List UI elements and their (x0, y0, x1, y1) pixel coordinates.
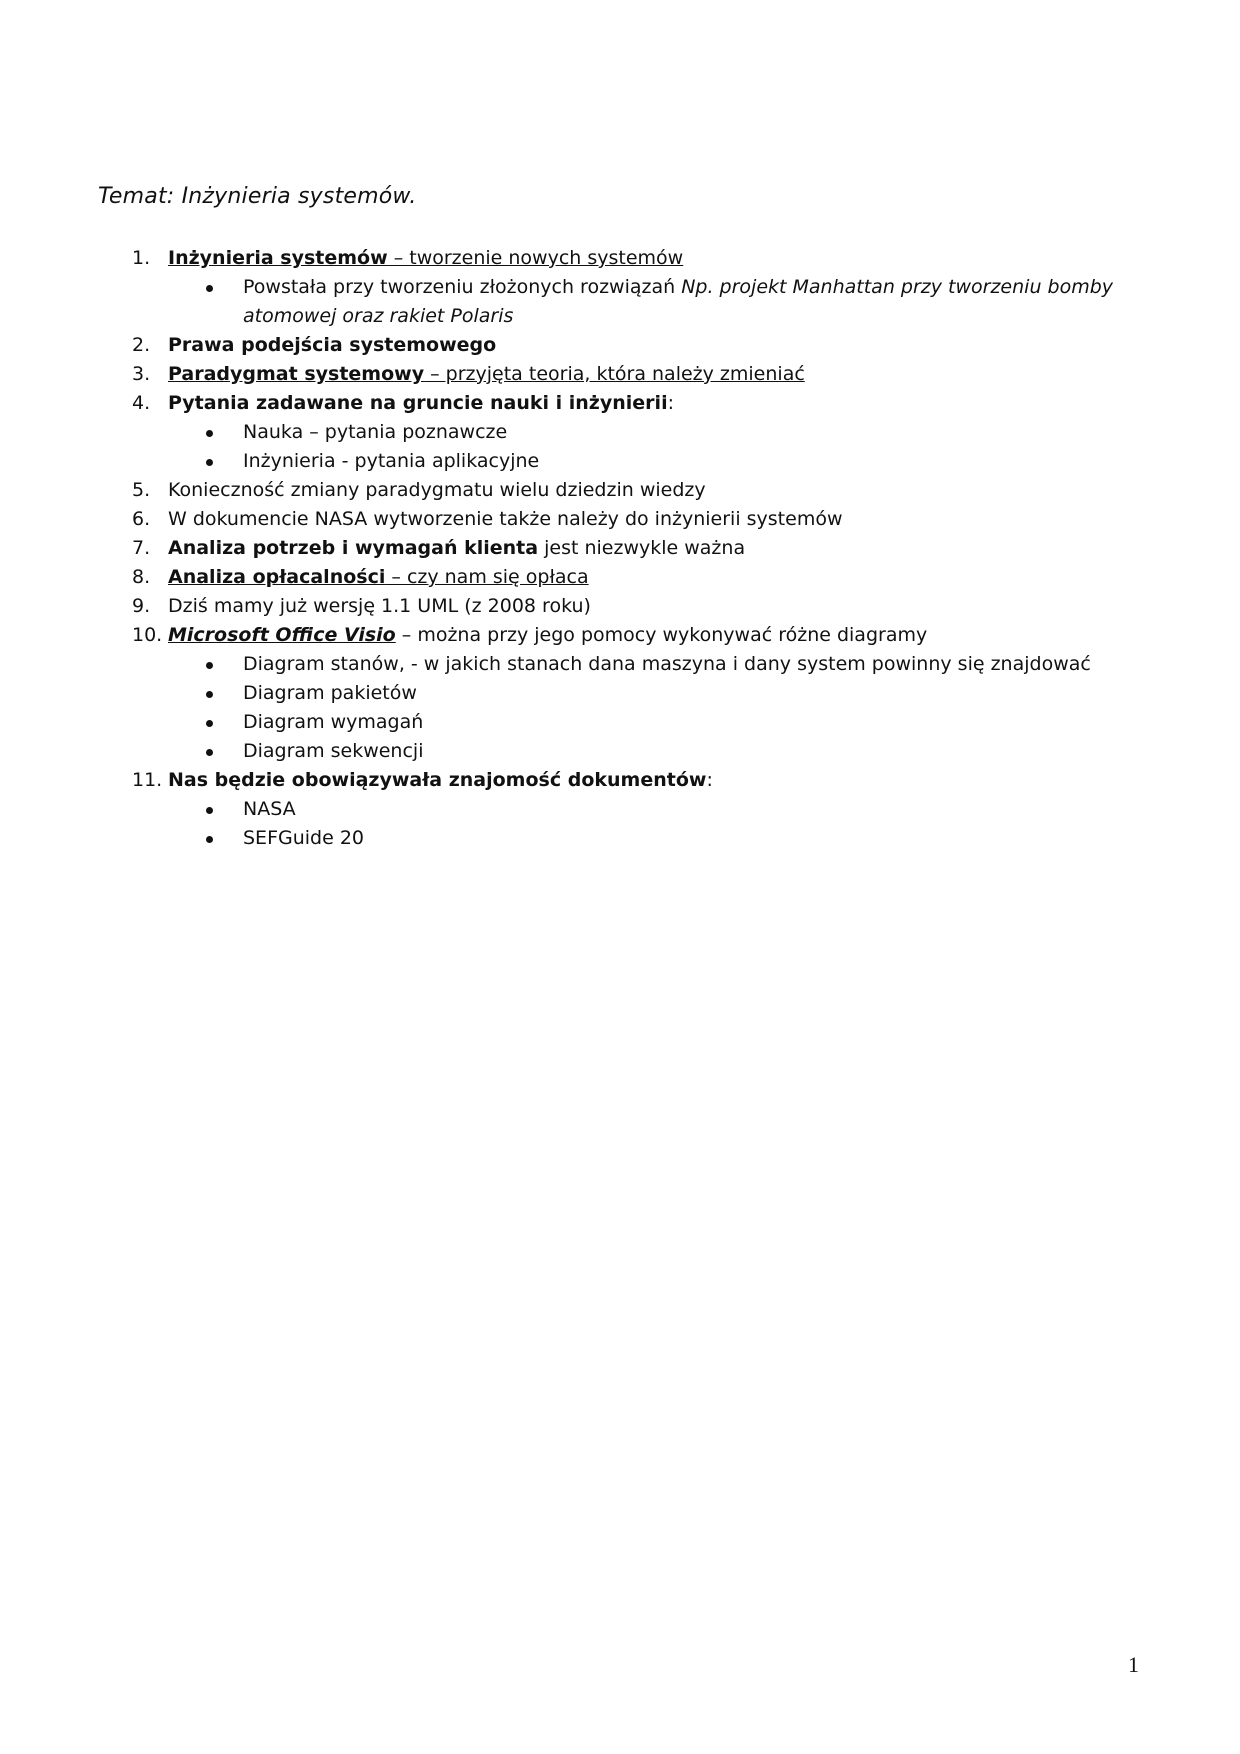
bullet-icon (206, 459, 213, 466)
page-number: 1 (1128, 1652, 1139, 1677)
sub-item-text: SEFGuide 20 (243, 827, 365, 849)
item-rest: – czy nam się opłaca (385, 566, 589, 588)
list-item (0, 766, 1240, 795)
sub-list-item (0, 650, 1240, 679)
list-item (0, 592, 1240, 621)
bullet-icon (206, 836, 213, 843)
item-rest: – można przy jego pomocy wykonywać różne diagramy (395, 624, 928, 646)
item-text (168, 389, 674, 418)
sub-list-item (0, 679, 1240, 708)
sub-item-text: Diagram stanów, - w jakich stanach dana maszyna i dany system powinny się znajdować (243, 653, 1091, 675)
item-rest: : (667, 392, 674, 414)
bullet-icon (206, 662, 213, 669)
sub-item-text: Nauka – pytania poznawcze (243, 421, 508, 443)
sub-list-item (0, 795, 1240, 824)
item-text (168, 563, 589, 592)
item-term: Prawa podejścia systemowego (168, 334, 497, 356)
sub-list-item (0, 708, 1240, 737)
sub-list-item (0, 418, 1240, 447)
sub-list-item (0, 737, 1240, 766)
item-term: Nas będzie obowiązywała znajomość dokumentów (168, 769, 707, 791)
bullet-icon (206, 285, 213, 292)
numbered-list (0, 244, 1240, 853)
item-term: Analiza opłacalności (168, 566, 386, 588)
bullet-icon (206, 691, 213, 698)
list-item (0, 331, 1240, 360)
list-item (0, 505, 1240, 534)
list-item (0, 563, 1240, 592)
item-number: 5. (132, 479, 151, 501)
item-number: 3. (132, 363, 151, 385)
sub-item-continuation-text: atomowej oraz rakiet Polaris (243, 305, 514, 327)
item-term: Paradygmat systemowy (168, 363, 425, 385)
item-number: 7. (132, 537, 151, 559)
item-term: Microsoft Office Visio (168, 624, 396, 646)
item-term: Pytania zadawane na gruncie nauki i inżynierii (168, 392, 668, 414)
item-text: W dokumencie NASA wytworzenie także należy do inżynierii systemów (168, 508, 843, 530)
list-item (0, 244, 1240, 273)
item-number: 2. (132, 334, 151, 356)
item-rest: – tworzenie nowych systemów (387, 247, 684, 269)
bullet-icon (206, 807, 213, 814)
item-rest: jest niezwykle ważna (538, 537, 746, 559)
sub-item-text: Inżynieria - pytania aplikacyjne (243, 450, 540, 472)
item-number: 1. (132, 247, 151, 269)
item-text (168, 621, 927, 650)
item-number: 10. (132, 624, 163, 646)
item-number: 8. (132, 566, 151, 588)
sub-item-text: Powstała przy tworzeniu złożonych rozwiązań Np. projekt Manhattan przy tworzeniu bomby (243, 276, 1114, 298)
item-term: Analiza potrzeb i wymagań klienta (168, 537, 539, 559)
bullet-icon (206, 430, 213, 437)
sub-list-item (0, 273, 1240, 302)
item-term: Inżynieria systemów (168, 247, 388, 269)
item-number: 6. (132, 508, 151, 530)
bullet-icon (206, 720, 213, 727)
sub-item-italic: Np. projekt Manhattan przy tworzeniu bomby (681, 276, 1114, 298)
list-item (0, 360, 1240, 389)
sub-list-item (0, 824, 1240, 853)
item-rest: – przyjęta teoria, która należy zmieniać (424, 363, 805, 385)
list-item (0, 621, 1240, 650)
document-title: Temat: Inżynieria systemów. (98, 184, 417, 209)
item-number: 11. (132, 769, 163, 791)
item-number: 4. (132, 392, 151, 414)
list-item (0, 534, 1240, 563)
item-text (168, 534, 745, 563)
list-item (0, 389, 1240, 418)
bullet-icon (206, 749, 213, 756)
item-text: Konieczność zmiany paradygmatu wielu dziedzin wiedzy (168, 479, 706, 501)
item-text (168, 244, 683, 273)
sub-list-item (0, 447, 1240, 476)
sub-item-text: Diagram sekwencji (243, 740, 424, 762)
sub-list-item-continuation (0, 302, 1240, 331)
sub-item-text: NASA (243, 798, 296, 820)
item-text (168, 360, 805, 389)
item-number: 9. (132, 595, 151, 617)
item-text (168, 766, 713, 795)
list-item (0, 476, 1240, 505)
sub-item-text: Diagram pakietów (243, 682, 417, 704)
item-text: Dziś mamy już wersję 1.1 UML (z 2008 roku) (168, 595, 591, 617)
sub-item-text: Diagram wymagań (243, 711, 424, 733)
item-rest: : (706, 769, 713, 791)
